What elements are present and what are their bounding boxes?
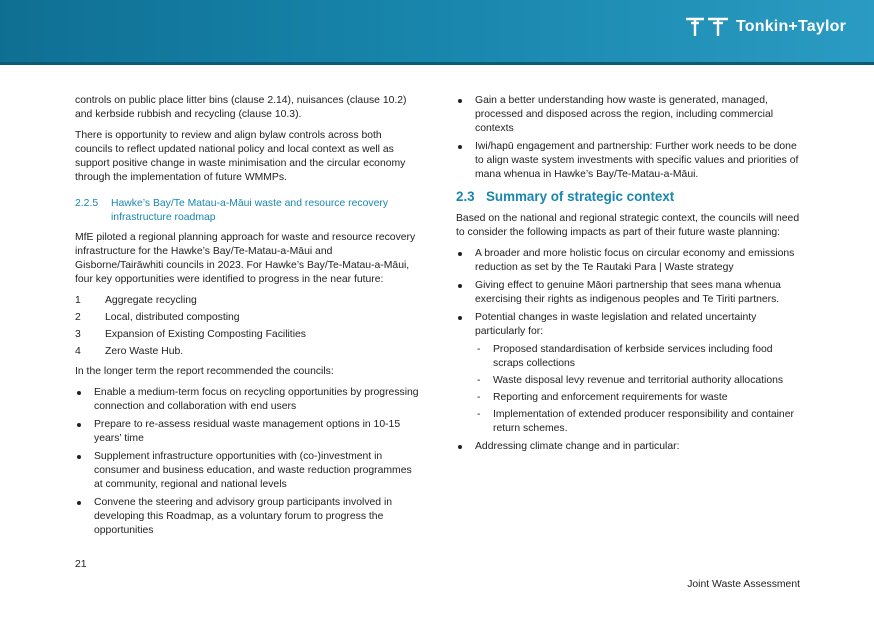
brand-name: Tonkin+Taylor (735, 18, 846, 35)
list-item: A broader and more holistic focus on circular economy and emissions reduction as set by the Te Rautaki Para | Waste strategy (456, 247, 801, 275)
footer-document-title: Joint Waste Assessment (687, 579, 800, 590)
subsection-number: 2.2.5 (75, 198, 99, 209)
subsection-title: Hawke’s Bay/Te Matau-a-Māui waste and resource recovery infrastructure roadmap (111, 198, 389, 223)
right-top-bullets (456, 94, 801, 182)
sub-list-item: - Reporting and enforcement requirements for waste (475, 391, 801, 405)
list-item: Enable a medium-term focus on recycling opportunities by progressing connection and collaboration with end users (75, 386, 420, 414)
list-item: 2 Local, distributed composting (75, 312, 240, 323)
list-item: Giving effect to genuine Māori partnership that sees mana whenua exercising their rights as indigenous peoples and Te Tiriti partners. (456, 279, 801, 307)
subsection-heading (75, 197, 420, 225)
section-heading (456, 190, 801, 204)
list-item: Gain a better understanding how waste is generated, managed, processed and disposed across the region, including commercial contexts (456, 94, 801, 136)
page-number: 21 (75, 559, 87, 570)
list-item: Potential changes in waste legislation and related uncertainty particularly for: - Proposed standardisation of kerbside services including food scraps collections - Waste disposal levy revenue and territorial authority allocations - Reporting and enforcement requirements for waste - Implementation of extended producer responsibility and container return schemes. (456, 311, 801, 436)
brand-logo (684, 16, 846, 38)
tt-logo-icon (684, 16, 730, 38)
left-paragraph-4: In the longer term the report recommended the councils: (75, 366, 334, 377)
opportunity-list (75, 294, 420, 359)
list-item: 3 Expansion of Existing Composting Facilities (75, 329, 306, 340)
sub-list-item: - Waste disposal levy revenue and territorial authority allocations (475, 374, 801, 388)
left-column (75, 94, 420, 544)
right-intro-paragraph: Based on the national and regional strategic context, the councils will need to consider the following impacts as part of their future waste planning: (456, 213, 800, 238)
sub-list-item: - Proposed standardisation of kerbside services including food scraps collections (475, 343, 801, 371)
header-rule (0, 62, 874, 65)
list-item: Supplement infrastructure opportunities with (co-)investment in consumer and business education, and waste reduction programmes at community, regional and national levels (75, 450, 420, 492)
list-item: Iwi/hapū engagement and partnership: Further work needs to be done to align waste system investments with specific values and priorities of mana whenua in Hawke’s Bay/Te-Matau-a-Māui. (456, 140, 801, 182)
list-item: Addressing climate change and in particular: (456, 440, 801, 454)
right-column (456, 94, 801, 460)
list-item: 1 Aggregate recycling (75, 295, 197, 306)
left-intro-paragraph: controls on public place litter bins (clause 2.14), nuisances (clause 10.2) and kerbside rubbish and recycling (clause 10.3). (75, 95, 407, 120)
legislation-sub-list (475, 343, 801, 436)
sub-list-item: - Implementation of extended producer responsibility and container return schemes. (475, 408, 801, 436)
list-item: Prepare to re-assess residual waste management options in 10-15 years’ time (75, 418, 420, 446)
section-title: Summary of strategic context (486, 189, 675, 204)
left-paragraph-3: MfE piloted a regional planning approach for waste and resource recovery infrastructure for the Hawke’s Bay/Te-Matau-a-Māui and Gisborne/Tairāwhiti councils in 2023. For Hawke’s Bay/Te-Matau-a-Māui, four key opportunities were identified to progress in the near future: (75, 232, 416, 285)
list-item: 4 Zero Waste Hub. (75, 346, 184, 357)
section-number: 2.3 (456, 189, 475, 204)
impact-bullets (456, 247, 801, 454)
list-item: Convene the steering and advisory group participants involved in developing this Roadmap, as a voluntary forum to progress the opportunities (75, 496, 420, 538)
recommendation-bullets (75, 386, 420, 538)
left-paragraph-2: There is opportunity to review and align bylaw controls across both councils to reflect updated national policy and local context as well as support positive change in waste minimisation and the circular economy through the implementation of future WMMPs. (75, 130, 406, 183)
